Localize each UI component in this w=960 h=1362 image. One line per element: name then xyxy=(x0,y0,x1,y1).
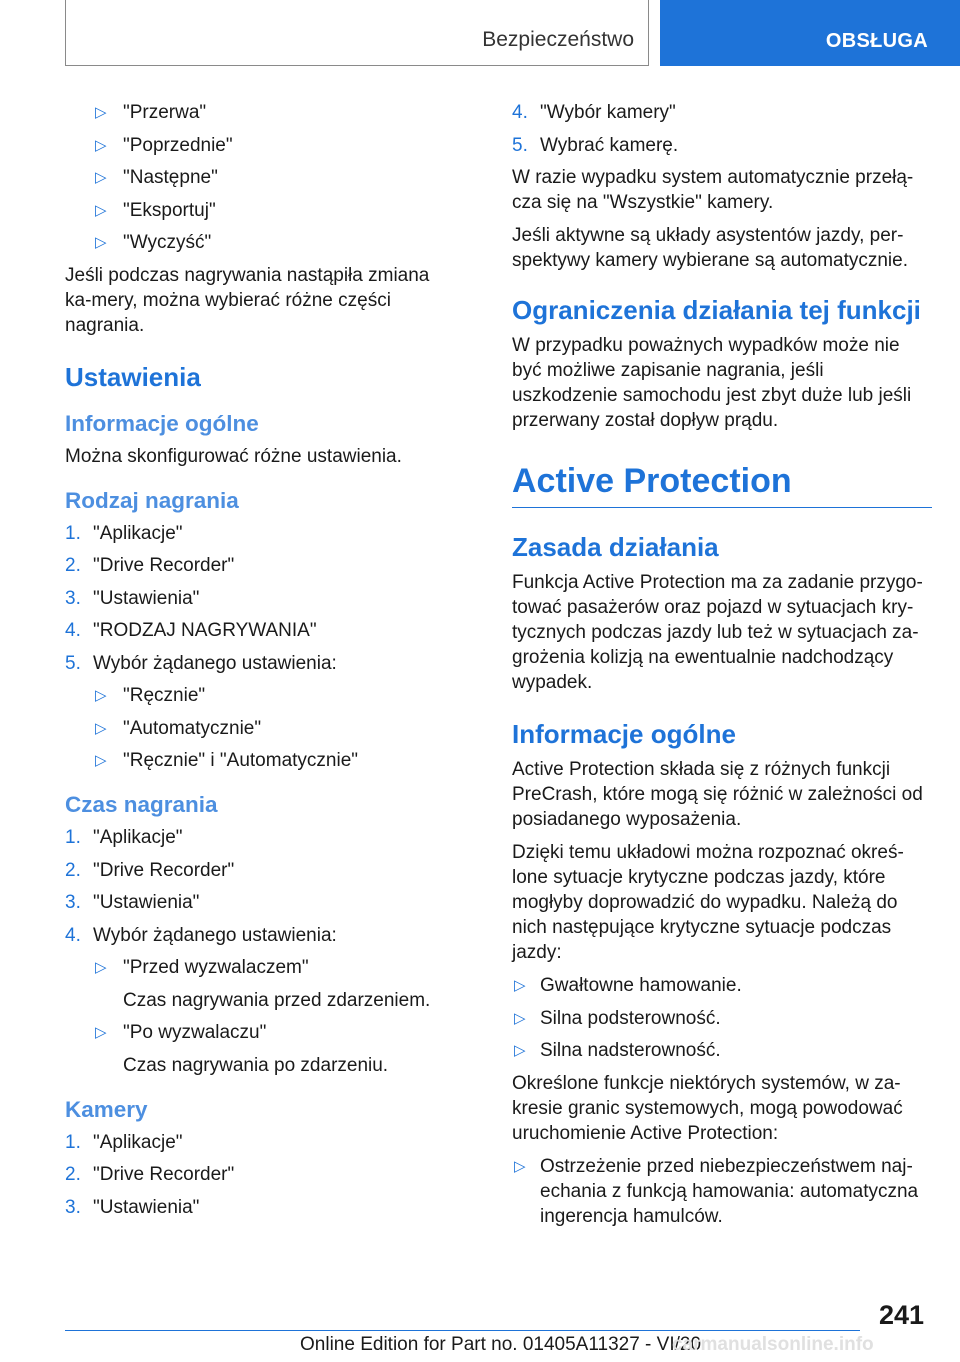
section-heading-ustawienia: Ustawienia xyxy=(65,361,201,392)
list-item: ▷ "Eksportuj" xyxy=(95,199,216,221)
triangle-bullet-icon: ▷ xyxy=(95,752,107,769)
section-heading-informacje: Informacje ogólne xyxy=(512,719,736,749)
left-column xyxy=(65,100,455,1227)
paragraph: Można skonfigurować różne ustawienia. xyxy=(65,445,402,467)
triangle-bullet-icon: ▷ xyxy=(95,959,107,976)
list-item: ▷ Ostrzeżenie przed niebezpieczeństwem naj-echania z funkcją hamowania: automatyczna ingerencja hamulców. xyxy=(514,1155,919,1227)
list-item: 3. "Ustawienia" xyxy=(65,892,200,913)
chapter-heading-active-protection: Active Protection xyxy=(512,461,932,508)
triangle-bullet-icon: ▷ xyxy=(95,234,107,251)
subheading-ograniczenia: Ograniczenia działania tej funkcji xyxy=(512,295,921,325)
triangle-bullet-icon: ▷ xyxy=(514,1042,526,1059)
list-item: 4. "RODZAJ NAGRYWANIA" xyxy=(65,620,317,641)
paragraph: Active Protection składa się z różnych funkcji PreCrash, które mogą się różnić w zależności od posiadanego wyposażenia. xyxy=(512,759,923,830)
page-header xyxy=(65,0,960,66)
triangle-bullet-icon: ▷ xyxy=(95,104,107,121)
paragraph: W przypadku poważnych wypadków może nie być możliwe zapisanie nagrania, jeśli uszkodzenie samochodu jest zbyt duże lub jeśli przerwany został dopływ prądu. xyxy=(512,335,912,431)
list-item: 5. Wybór żądanego ustawienia: xyxy=(65,652,337,674)
watermark: carmanualsonline.info xyxy=(672,1334,874,1355)
header-section-box xyxy=(65,0,649,66)
paragraph: Jeśli aktywne są układy asystentów jazdy, per-spektywy kamery wybierane są automatycznie. xyxy=(512,225,908,271)
page-number: 241 xyxy=(878,1300,924,1330)
list-item: 2. "Drive Recorder" xyxy=(65,1164,235,1185)
paragraph: Funkcja Active Protection ma za zadanie przygo-tować pasażerów oraz pojazd w sytuacjach kry-tycznych podczas jazdy lub też w sytuacjach za-grożenia kolizją na ewentualnie nadchodzący wypadek. xyxy=(512,572,923,693)
list-item: 1. "Aplikacje" xyxy=(65,522,183,544)
footer-divider xyxy=(65,1330,860,1331)
subheading-informacje: Informacje ogólne xyxy=(65,410,259,436)
paragraph: Dzięki temu układowi można rozpoznać okreś-lone sytuacje krytyczne podczas jazdy, które mogłyby doprowadzić do wypadku. Należą do nich następujące krytyczne sytuacje podczas jazdy: xyxy=(512,842,904,963)
list-item: 5. Wybrać kamerę. xyxy=(512,134,679,156)
paragraph: W razie wypadku system automatycznie przełą-cza się na "Wszystkie" kamery. xyxy=(512,167,914,213)
header-tab xyxy=(660,0,960,66)
triangle-bullet-icon: ▷ xyxy=(95,719,107,737)
right-column xyxy=(512,100,932,1236)
list-item-description: Czas nagrywania przed zdarzeniem. xyxy=(123,989,431,1011)
header-section-title: Bezpieczeństwo xyxy=(482,28,634,51)
list-item: ▷ "Po wyzwalaczu" xyxy=(95,1022,267,1043)
list-item: 2. "Drive Recorder" xyxy=(65,859,235,881)
section-heading-zasada: Zasada działania xyxy=(512,532,719,562)
footer-edition: Online Edition for Part no. 01405A11327 - VI/20 xyxy=(300,1334,702,1355)
triangle-bullet-icon: ▷ xyxy=(514,1157,526,1175)
list-item: ▷ "Poprzednie" xyxy=(95,134,233,156)
paragraph: Jeśli podczas nagrywania nastąpiła zmiana ka-mery, można wybierać różne części nagrania. xyxy=(65,264,430,336)
triangle-bullet-icon: ▷ xyxy=(95,1024,107,1041)
triangle-bullet-icon: ▷ xyxy=(514,977,526,994)
list-item: 1. "Aplikacje" xyxy=(65,827,183,848)
subheading-rodzaj-nagrania: Rodzaj nagrania xyxy=(65,487,239,513)
triangle-bullet-icon: ▷ xyxy=(95,136,107,154)
list-item: ▷ Silna nadsterowność. xyxy=(514,1040,721,1061)
triangle-bullet-icon: ▷ xyxy=(95,687,107,704)
list-item: ▷ "Następne" xyxy=(95,167,218,188)
subheading-kamery: Kamery xyxy=(65,1096,148,1122)
list-item: 4. Wybór żądanego ustawienia: xyxy=(65,924,337,946)
triangle-bullet-icon: ▷ xyxy=(514,1009,526,1027)
list-item: 1. "Aplikacje" xyxy=(65,1131,183,1153)
list-item: ▷ "Ręcznie" i "Automatycznie" xyxy=(95,750,359,771)
list-item: 2. "Drive Recorder" xyxy=(65,555,235,576)
subheading-czas-nagrania: Czas nagrania xyxy=(65,792,218,817)
list-item: ▷ "Przerwa" xyxy=(95,102,207,123)
list-item: ▷ "Ręcznie" xyxy=(95,685,206,706)
list-item: ▷ "Przed wyzwalaczem" xyxy=(95,957,309,978)
list-item-description: Czas nagrywania po zdarzeniu. xyxy=(123,1054,389,1076)
list-item: ▷ Gwałtowne hamowanie. xyxy=(514,975,742,996)
list-item: ▷ "Automatycznie" xyxy=(95,717,262,739)
triangle-bullet-icon: ▷ xyxy=(95,169,107,186)
triangle-bullet-icon: ▷ xyxy=(95,201,107,219)
list-item: 3. "Ustawienia" xyxy=(65,587,200,609)
list-item: 3. "Ustawienia" xyxy=(65,1196,200,1218)
list-item: ▷ Silna podsterowność. xyxy=(514,1007,721,1029)
paragraph: Określone funkcje niektórych systemów, w za-kresie granic systemowych, mogą powodować uruchomienie Active Protection: xyxy=(512,1072,903,1144)
list-item: ▷ "Wyczyść" xyxy=(95,232,212,253)
header-tab-label: OBSŁUGA xyxy=(825,30,928,52)
list-item: 4. "Wybór kamery" xyxy=(512,102,676,123)
